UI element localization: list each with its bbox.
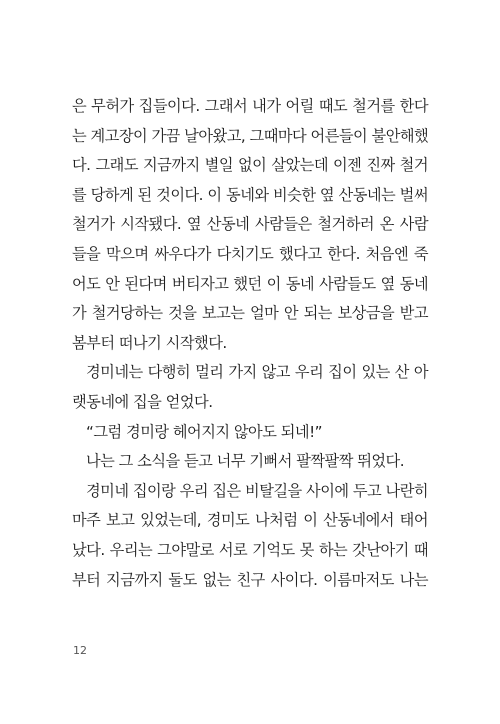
text-line: 경미네는 다행히 멀리 가지 않고 우리 집이 있는 산 아: [86, 363, 428, 382]
text-line: 은 무허가 집들이다. 그래서 내가 어릴 때도 철거를 한다: [72, 97, 428, 115]
text-line: 다. 그래도 지금까지 별일 없이 살았는데 이젠 진짜 철거: [72, 156, 428, 175]
text-line: 가 철거당하는 것을 보고는 얼마 안 되는 보상금을 받고: [72, 304, 428, 323]
text-line: 를 당하게 된 것이다. 이 동네와 비슷한 옆 산동네는 벌써: [72, 185, 428, 204]
text-line: 들을 막으며 싸우다가 다치기도 했다고 한다. 처음엔 죽: [72, 244, 428, 263]
text-line: 철거가 시작됐다. 옆 산동네 사람들은 철거하러 온 사람: [72, 215, 428, 234]
dialogue-line: “그럼 경미랑 헤어지지 않아도 되네!”: [86, 422, 323, 441]
text-line: 경미네 집이랑 우리 집은 비탈길을 사이에 두고 나란히: [86, 481, 429, 500]
text-line: 는 계고장이 가끔 날아왔고, 그때마다 어른들이 불안해했: [72, 126, 429, 145]
page-number: 12: [73, 644, 87, 657]
body-text: [72, 92, 428, 595]
text-line: 났다. 우리는 그야말로 서로 기억도 못 하는 갓난아기 때: [72, 540, 428, 559]
text-line: 랫동네에 집을 얻었다.: [72, 392, 213, 411]
text-line: 봄부터 떠나기 시작했다.: [72, 333, 227, 352]
text-line: 부터 지금까지 둘도 없는 친구 사이다. 이름마저도 나는: [72, 570, 428, 589]
text-line: 나는 그 소식을 듣고 너무 기뻐서 팔짝팔짝 뛰었다.: [86, 452, 405, 471]
text-line: 마주 보고 있었는데, 경미도 나처럼 이 산동네에서 태어: [72, 511, 428, 530]
text-line: 어도 안 된다며 버티자고 했던 이 동네 사람들도 옆 동네: [72, 274, 428, 293]
